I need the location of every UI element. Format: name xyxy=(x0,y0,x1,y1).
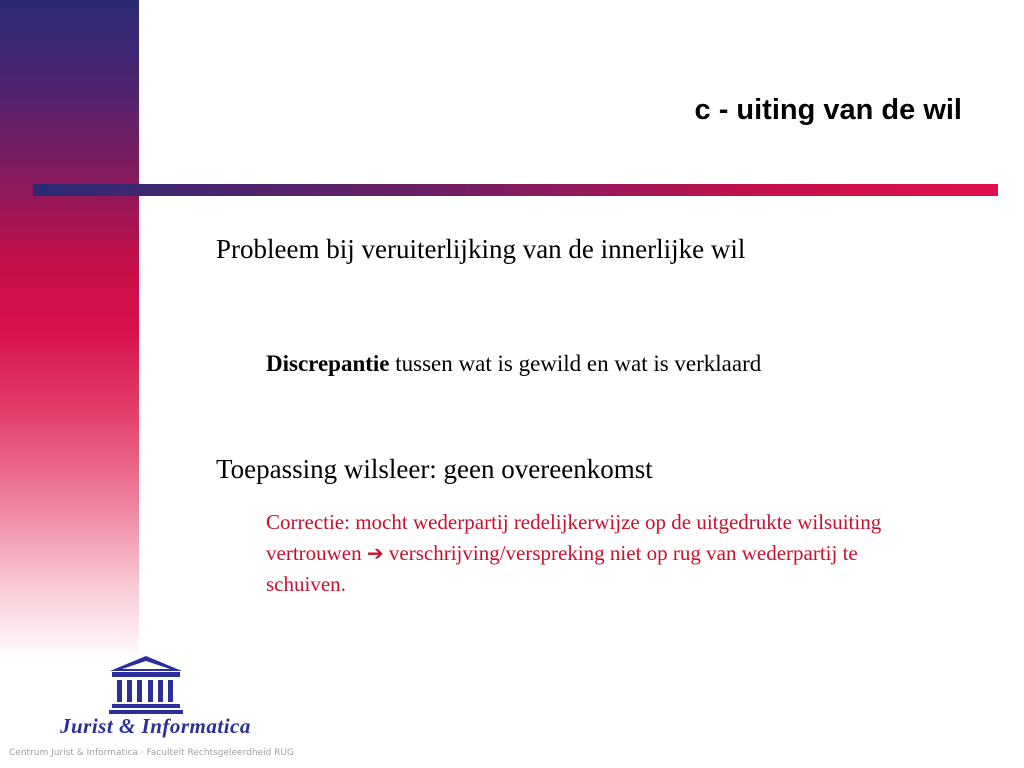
correction-text-part2: verschrijving/verspreking niet op rug van wederpartij te schuiven. xyxy=(266,541,858,596)
bullet-level2-discrepancy xyxy=(266,351,761,377)
decorative-side-band xyxy=(0,0,139,660)
correction-text-part1: Correctie: mocht wederpartij redelijkerwijze op de uitgedrukte wilsuiting vertrouwen xyxy=(266,510,882,565)
slide-title: c - uiting van de wil xyxy=(694,94,962,126)
right-arrow-icon: ➔ xyxy=(366,541,384,565)
title-divider xyxy=(33,184,998,196)
bold-term: Discrepantie xyxy=(266,351,390,376)
bullet-level2-correction xyxy=(266,507,926,600)
logo-wordmark: Jurist & Informatica xyxy=(60,714,251,738)
bullet-text: tussen wat is gewild en wat is verklaard xyxy=(389,351,762,376)
footer-text: Centrum Jurist & Informatica · Faculteit Rechtsgeleerdheid RUG xyxy=(9,748,294,758)
temple-logo-icon xyxy=(108,654,184,714)
bullet-level1-problem: Probleem bij veruiterlijking van de innerlijke wil xyxy=(216,234,746,264)
bullet-level1-application: Toepassing wilsleer: geen overeenkomst xyxy=(216,454,653,484)
